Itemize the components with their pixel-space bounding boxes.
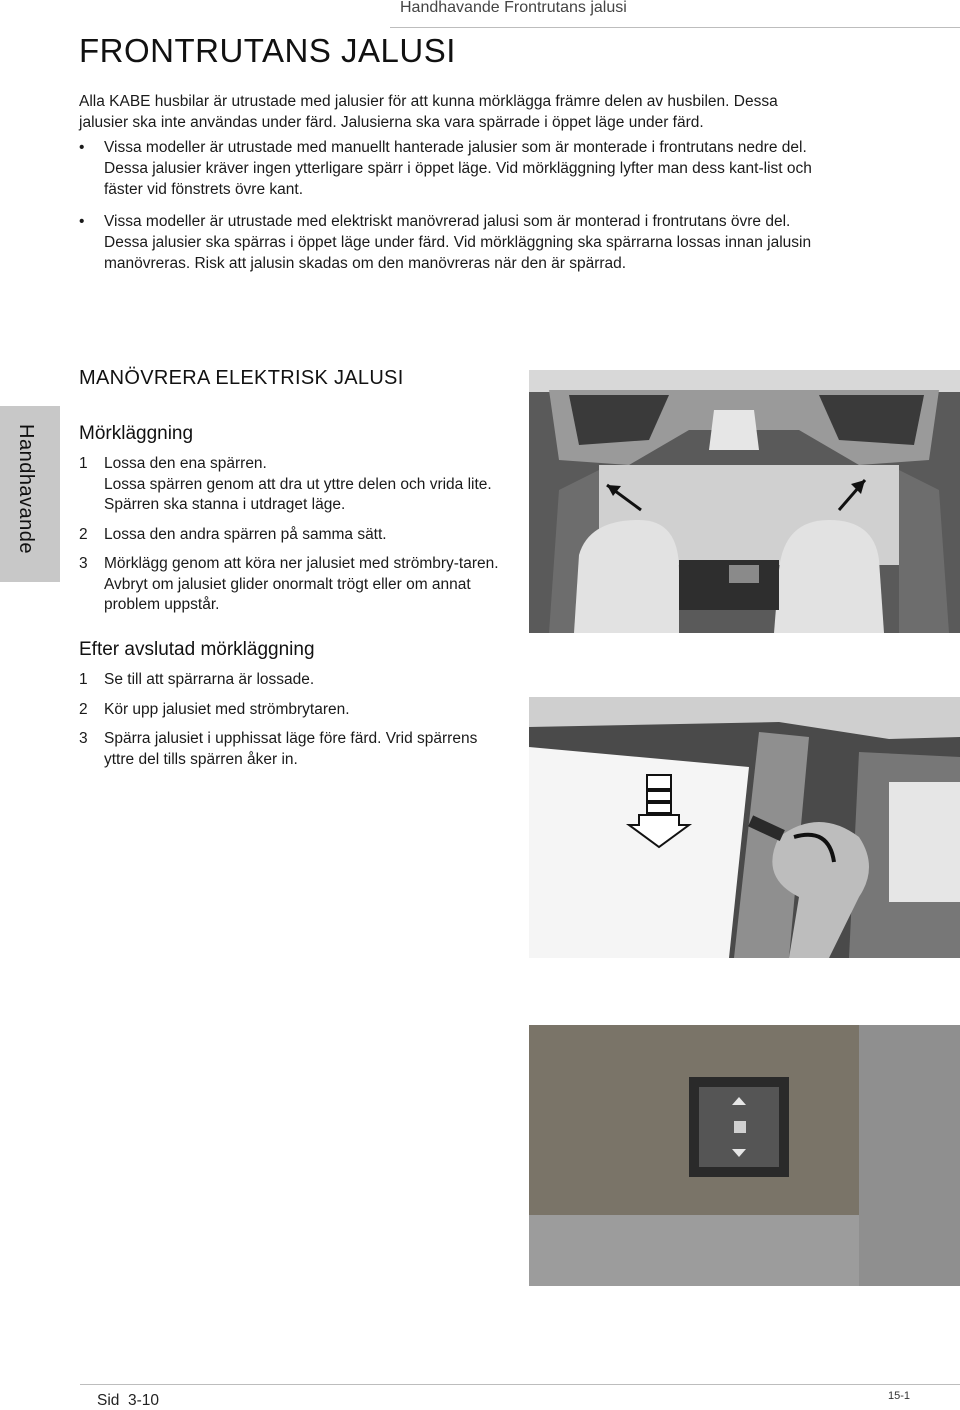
step-text: Lossa den ena spärren. Lossa spärren genom att dra ut yttre delen och vrida lite. Spärren ska stanna i utdraget läge. [104,455,492,513]
photo-latch-hand [529,697,960,958]
photo-switch-panel [529,1025,960,1286]
step-number: 1 [79,455,88,472]
step-number: 2 [79,525,88,543]
photo-cab-interior [529,370,960,633]
page-number: Sid 3-10 [97,1392,160,1409]
step-item [79,454,499,516]
bullet-list [79,137,834,285]
side-tab-label: Handhavande [15,424,37,555]
darken-heading: Mörkläggning [79,423,194,444]
page-title: FRONTRUTANS JALUSI [79,32,456,69]
intro-paragraph: Alla KABE husbilar är utrustade med jalusier för att kunna mörklägga främre delen av husbilen. Dessa jalusier ska inte användas under färd. Jalusierna ska vara spärrade i öppet läge under färd. [79,93,778,131]
step-number: 3 [79,555,88,572]
step-text: Mörklägg genom att köra ner jalusiet med strömbry-taren. Avbryt om jalusiet glider onormalt trögt eller om annat problem uppstår. [104,555,499,613]
cab-interior-illustration [529,370,960,633]
after-steps [79,670,499,779]
step-item [79,700,499,721]
step-number: 2 [79,700,88,718]
step-item [79,525,499,546]
bullet-item: • Vissa modeller är utrustade med manuellt hanterade jalusier som är monterade i frontrutans nedre del. Dessa jalusier kräver ingen ytterligare spärr i öppet läge. Vid mörkläggning lyfter man dess kant-list och fäster vid fönstrets övre kant. [79,137,834,200]
after-heading: Efter avslutad mörkläggning [79,639,315,660]
section-title: MANÖVRERA ELEKTRISK JALUSI [79,367,404,389]
step-number: 3 [79,730,88,747]
step-number: 1 [79,671,88,688]
step-item [79,729,499,770]
step-text: Kör upp jalusiet med strömbrytaren. [104,700,350,718]
side-tab [0,406,60,582]
footer-rule [80,1384,960,1385]
bullet-item: • Vissa modeller är utrustade med elektriskt manövrerad jalusi som är monterad i frontrutans övre del. Dessa jalusier ska spärras i öppet läge under färd. Vid mörkläggning ska spärrarna lossas innan jalusin manövreras. Risk att jalusin skadas om den manövreras när den är spärrad. [79,211,834,274]
step-item [79,670,499,691]
header-rule [390,27,960,28]
revision-code: 15-1 [888,1390,911,1402]
running-header: Handhavande Frontrutans jalusi [400,0,627,16]
step-text: Spärra jalusiet i upphissat läge före färd. Vrid spärrens yttre del tills spärren åker in. [104,730,478,768]
darken-steps [79,454,499,625]
step-text: Lossa den andra spärren på samma sätt. [104,525,387,543]
step-text: Se till att spärrarna är lossade. [104,671,315,688]
switch-panel-illustration [529,1025,960,1286]
latch-hand-illustration [529,697,960,958]
step-item [79,554,499,616]
